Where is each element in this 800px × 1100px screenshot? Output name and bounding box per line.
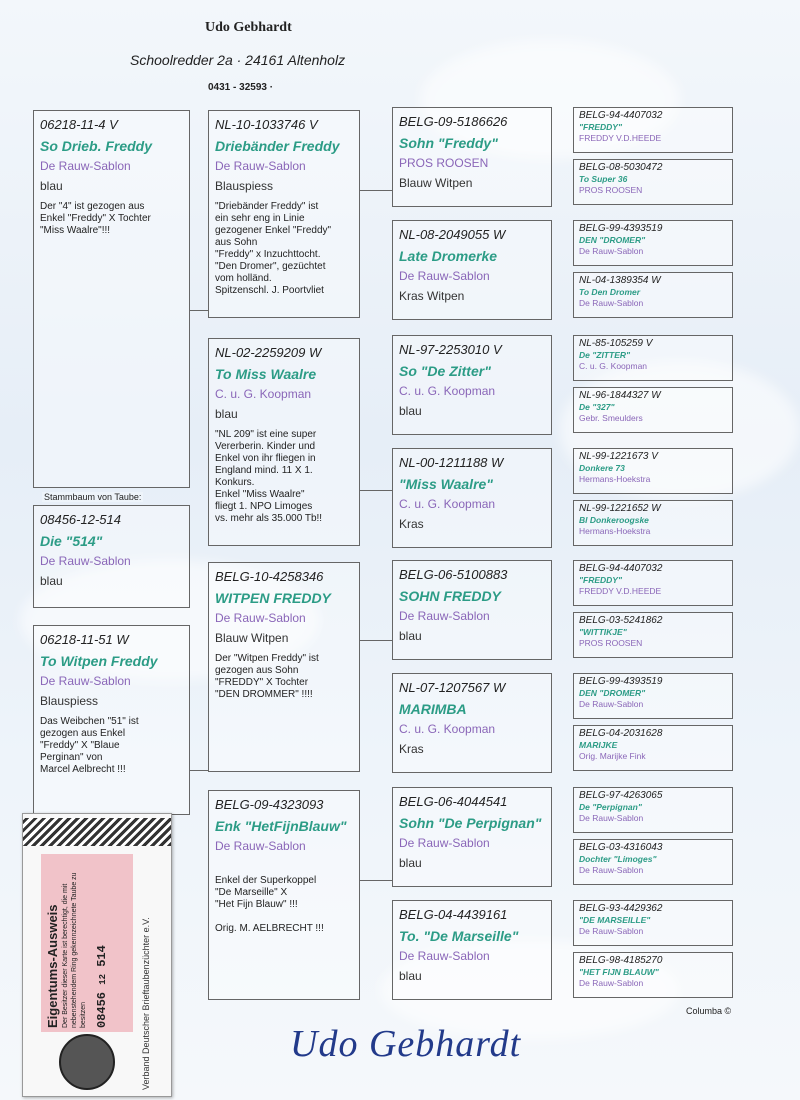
grandparent-card[interactable]	[392, 107, 552, 207]
remark: Enkel der Superkoppel "De Marseille" X "Het Fijn Blauw" !!! Orig. M. AELBRECHT !!!	[215, 875, 324, 934]
pigeon-name: Bl Donkeroogske	[579, 515, 649, 525]
card-ring-number	[95, 945, 109, 1028]
parent-card[interactable]	[208, 110, 360, 318]
breeder: De Rauw-Sablon	[399, 949, 490, 963]
breeder-address: Schoolredder 2a · 24161 Altenholz	[130, 52, 346, 68]
breeder: De Rauw-Sablon	[215, 839, 306, 853]
grandparent-card[interactable]	[392, 335, 552, 435]
pigeon-name: DEN "DROMER"	[579, 688, 646, 698]
plumage-color: blau	[399, 629, 422, 643]
ring-year: 12	[98, 973, 108, 985]
ring-number: NL-85-105259 V	[579, 338, 653, 349]
breeder: De Rauw-Sablon	[579, 246, 644, 256]
parent-card[interactable]	[208, 790, 360, 1000]
remark: Der "Witpen Freddy" ist gezogen aus Sohn "FREDDY" X Tochter "DEN DROMMER" !!!!	[215, 653, 319, 700]
great-grandparent-card[interactable]	[573, 673, 733, 719]
ring-prefix: 08456	[95, 991, 109, 1028]
great-grandparent-card[interactable]	[573, 725, 733, 771]
pigeon-name: DEN "DROMER"	[579, 235, 646, 245]
breeder: De Rauw-Sablon	[579, 298, 644, 308]
ring-number: NL-99-1221673 V	[579, 451, 658, 462]
ring-number: 06218-11-4 V	[40, 117, 118, 132]
pigeon-name: Late Dromerke	[399, 248, 498, 264]
breeder: De Rauw-Sablon	[579, 813, 644, 823]
connector	[190, 310, 208, 311]
plumage-color: blau	[40, 179, 63, 193]
ring-number: BELG-09-5186626	[399, 114, 508, 129]
pigeon-name: So Drieb. Freddy	[40, 138, 153, 154]
great-grandparent-card[interactable]	[573, 500, 733, 546]
plumage-color: blau	[399, 404, 422, 418]
pigeon-name: "DE MARSEILLE"	[579, 915, 651, 925]
ring-number: NL-04-1389354 W	[579, 275, 661, 286]
grandparent-card[interactable]	[392, 220, 552, 320]
plumage-color: Blauw Witpen	[215, 631, 289, 645]
breeder: De Rauw-Sablon	[579, 865, 644, 875]
connector	[190, 770, 208, 771]
pigeon-name: Sohn "Freddy"	[399, 135, 498, 151]
parent-card[interactable]	[208, 338, 360, 546]
ring-number: BELG-04-4439161	[399, 907, 508, 922]
breeder: C. u. G. Koopman	[399, 497, 496, 511]
breeder: C. u. G. Koopman	[215, 387, 312, 401]
great-grandparent-card[interactable]	[573, 272, 733, 318]
grandparent-card[interactable]	[392, 560, 552, 660]
breeder: Gebr. Smeulders	[579, 413, 643, 423]
breeder: C. u. G. Koopman	[399, 384, 496, 398]
card-border-pattern	[23, 818, 171, 846]
ring-number: BELG-09-4323093	[215, 797, 324, 812]
pigeon-name: "Miss Waalre"	[399, 476, 493, 492]
ring-number: BELG-98-4185270	[579, 955, 663, 966]
pigeon-name: Donkere 73	[579, 463, 625, 473]
ring-number: BELG-94-4407032	[579, 110, 663, 121]
pigeon-name: So "De Zitter"	[399, 363, 491, 379]
pigeon-name: To Miss Waalre	[215, 366, 317, 382]
breeder: De Rauw-Sablon	[399, 609, 490, 623]
great-grandparent-card[interactable]	[573, 159, 733, 205]
breeder: FREDDY V.D.HEEDE	[579, 586, 662, 596]
plumage-color: blau	[399, 969, 422, 983]
plumage-color: Kras	[399, 742, 424, 756]
ring-number: BELG-99-4393519	[579, 223, 663, 234]
breeder: PROS ROOSEN	[399, 156, 489, 170]
ring-number: NL-02-2259209 W	[215, 345, 322, 360]
breeder: PROS ROOSEN	[579, 185, 643, 195]
great-grandparent-card[interactable]	[573, 220, 733, 266]
remark: Der "4" ist gezogen aus Enkel "Freddy" X Tochter "Miss Waalre"!!!	[40, 201, 151, 236]
remark: Das Weibchen "51" ist gezogen aus Enkel "Freddy" X "Blaue Perginan" von Marcel Aelbrecht !!!	[40, 716, 139, 775]
remark: "Driebänder Freddy" ist ein sehr eng in Linie gezogener Enkel "Freddy" aus Sohn "Freddy" x Inzuchttocht. "Den Dromer", gezüchtet vom holländ. Spitzenschl. J. Poortvliet	[215, 201, 332, 296]
great-grandparent-card[interactable]	[573, 335, 733, 381]
great-grandparent-card[interactable]	[573, 612, 733, 658]
ring-number: BELG-08-5030472	[579, 162, 663, 173]
breeder: FREDDY V.D.HEEDE	[579, 133, 662, 143]
breeder: De Rauw-Sablon	[40, 554, 131, 568]
ring-number: NL-97-2253010 V	[399, 342, 502, 357]
pigeon-name: De "327"	[579, 402, 615, 412]
breeder: De Rauw-Sablon	[579, 926, 644, 936]
breeder: De Rauw-Sablon	[399, 269, 490, 283]
breeder-phone: 0431 - 32593 ·	[208, 82, 274, 93]
association-logo-icon	[59, 1034, 115, 1090]
plumage-color: blau	[215, 407, 238, 421]
breeder: Hermans-Hoekstra	[579, 526, 651, 536]
great-grandparent-card[interactable]	[573, 448, 733, 494]
ring-number: BELG-97-4263065	[579, 790, 663, 801]
remark: "NL 209" ist eine super Vererberin. Kinder und Enkel von ihr fliegen in England mind. 11 X 1. Konkurs. Enkel "Miss Waalre" fliegt 1. NPO Limoges vs. mehr als 35.000 Tb!!	[215, 429, 323, 524]
breeder: PROS ROOSEN	[579, 638, 643, 648]
pigeon-name: Sohn "De Perpignan"	[399, 815, 542, 831]
great-grandparent-card[interactable]	[573, 952, 733, 998]
ring-number: NL-07-1207567 W	[399, 680, 506, 695]
breeder: Orig. Marijke Fink	[579, 751, 646, 761]
plumage-color: Kras	[399, 517, 424, 531]
card-subtext: Der Besitzer dieser Karte ist berechtigt, die mit nebenstehendem Ring gekennzeichnete Taube zu besitzen	[62, 872, 87, 1028]
connector	[360, 880, 392, 881]
ring-number: NL-10-1033746 V	[215, 117, 318, 132]
ring-number: BELG-94-4407032	[579, 563, 663, 574]
pigeon-name: De "ZITTER"	[579, 350, 631, 360]
ring-no: 514	[95, 945, 109, 967]
breeder-name: Udo Gebhardt	[205, 20, 292, 35]
great-grandparent-card[interactable]	[573, 839, 733, 885]
plumage-color: Kras Witpen	[399, 289, 465, 303]
breeder: De Rauw-Sablon	[40, 159, 131, 173]
pigeon-name: To Witpen Freddy	[40, 653, 158, 669]
pigeon-name: To Super 36	[579, 174, 628, 184]
ring-number: 06218-11-51 W	[40, 632, 129, 647]
pigeon-name: WITPEN FREDDY	[215, 590, 331, 606]
card-org: Verband Deutscher Brieftaubenzüchter e.V.	[141, 917, 151, 1090]
ring-number: NL-00-1211188 W	[399, 455, 504, 470]
plumage-color: blau	[40, 574, 63, 588]
pedigree-label: Stammbaum von Taube:	[44, 492, 142, 502]
grandparent-card[interactable]	[392, 900, 552, 1000]
pigeon-name: Driebänder Freddy	[215, 138, 340, 154]
ring-number: NL-99-1221652 W	[579, 503, 661, 514]
card-title: Eigentums-Ausweis	[45, 904, 60, 1028]
connector	[360, 640, 392, 641]
breeder: De Rauw-Sablon	[399, 836, 490, 850]
breeder: De Rauw-Sablon	[215, 159, 306, 173]
breeder: De Rauw-Sablon	[579, 699, 644, 709]
parent-card[interactable]	[208, 562, 360, 772]
plumage-color: blau	[399, 856, 422, 870]
great-grandparent-card[interactable]	[573, 560, 733, 606]
great-grandparent-card[interactable]	[573, 900, 733, 946]
connector	[360, 190, 392, 191]
breeder: De Rauw-Sablon	[215, 611, 306, 625]
ring-number: BELG-93-4429362	[579, 903, 663, 914]
ring-number: BELG-03-4316043	[579, 842, 663, 853]
pigeon-name: Dochter "Limoges"	[579, 854, 657, 864]
pigeon-name: MARIJKE	[579, 740, 618, 750]
dam-card[interactable]	[33, 625, 190, 815]
pigeon-name: De "Perpignan"	[579, 802, 642, 812]
ring-number: BELG-99-4393519	[579, 676, 663, 687]
great-grandparent-card[interactable]	[573, 787, 733, 833]
subject-card[interactable]	[33, 505, 190, 608]
breeder: C. u. G. Koopman	[399, 722, 496, 736]
pigeon-name: "FREDDY"	[579, 575, 623, 585]
great-grandparent-card[interactable]	[573, 107, 733, 153]
plumage-color: Blauw Witpen	[399, 176, 473, 190]
software-credit: Columba ©	[686, 1006, 732, 1016]
ring-number: NL-08-2049055 W	[399, 227, 506, 242]
connector	[360, 490, 392, 491]
ring-number: 08456-12-514	[40, 512, 121, 527]
pigeon-name: MARIMBA	[399, 701, 467, 717]
breeder: De Rauw-Sablon	[579, 978, 644, 988]
pigeon-name: SOHN FREDDY	[399, 588, 501, 604]
pigeon-name: To. "De Marseille"	[399, 928, 519, 944]
plumage-color: Blauspiess	[40, 694, 99, 708]
grandparent-card[interactable]	[392, 673, 552, 773]
pigeon-name: Die "514"	[40, 533, 103, 549]
grandparent-card[interactable]	[392, 787, 552, 887]
pigeon-name: To Den Dromer	[579, 287, 641, 297]
breeder: De Rauw-Sablon	[40, 674, 131, 688]
pigeon-name: "HET FIJN BLAUW"	[579, 967, 659, 977]
ownership-card	[22, 813, 172, 1097]
pigeon-name: "FREDDY"	[579, 122, 623, 132]
ring-number: BELG-04-2031628	[579, 728, 663, 739]
breeder: C. u. G. Koopman	[579, 361, 648, 371]
pigeon-name: Enk "HetFijnBlauw"	[215, 818, 347, 834]
signature: Udo Gebhardt	[290, 1023, 522, 1065]
sire-card[interactable]	[33, 110, 190, 488]
ring-number: NL-96-1844327 W	[579, 390, 661, 401]
pigeon-name: "WITTIKJE"	[579, 627, 627, 637]
ring-number: BELG-03-5241862	[579, 615, 663, 626]
ring-number: BELG-06-4044541	[399, 794, 508, 809]
ring-number: BELG-06-5100883	[399, 567, 508, 582]
plumage-color: Blauspiess	[215, 179, 274, 193]
grandparent-card[interactable]	[392, 448, 552, 548]
great-grandparent-card[interactable]	[573, 387, 733, 433]
breeder: Hermans-Hoekstra	[579, 474, 651, 484]
ring-number: BELG-10-4258346	[215, 569, 324, 584]
